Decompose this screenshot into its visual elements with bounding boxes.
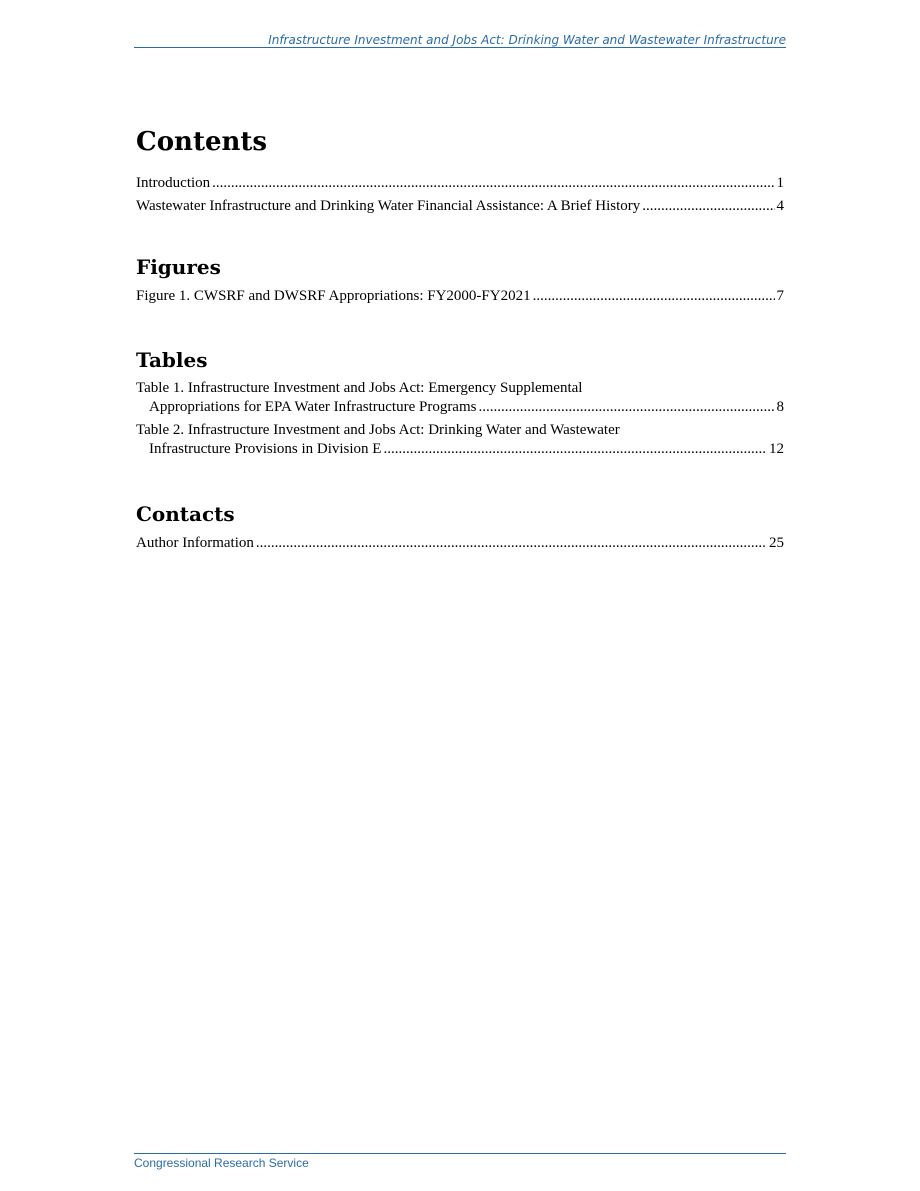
toc-entry-title-line[interactable]: Table 2. Infrastructure Investment and Jobs Act: Drinking Water and Wastewater: [136, 422, 620, 438]
contents-section: [136, 124, 784, 220]
toc-entry-title[interactable]: Author Information: [136, 535, 254, 551]
toc-page-number: 4: [776, 198, 784, 214]
dot-leader: [533, 287, 775, 306]
toc-entry-table-1[interactable]: [136, 379, 784, 417]
contacts-section: [136, 500, 784, 557]
dot-leader: [642, 197, 774, 216]
toc-entry-title-line[interactable]: Infrastructure Provisions in Division E: [149, 441, 382, 457]
contacts-list: [136, 534, 784, 553]
dot-leader: [383, 440, 767, 459]
figures-list: [136, 287, 784, 306]
page-title: Contents: [136, 127, 268, 157]
running-footer: [134, 1153, 786, 1171]
contents-list: [136, 174, 784, 216]
toc-page-number: 25: [769, 535, 784, 551]
figures-section: [136, 253, 784, 310]
running-header: [134, 33, 786, 48]
toc-entry-title[interactable]: Figure 1. CWSRF and DWSRF Appropriations: FY2000-FY2021: [136, 288, 531, 304]
toc-entry-title[interactable]: Introduction: [136, 175, 211, 191]
toc-entry-title-line[interactable]: Appropriations for EPA Water Infrastructure Programs: [149, 399, 477, 415]
toc-entry-title-line[interactable]: Table 1. Infrastructure Investment and Jobs Act: Emergency Supplemental: [136, 380, 583, 396]
tables-section: [136, 346, 784, 463]
dot-leader: [212, 174, 774, 193]
dot-leader: [256, 534, 767, 553]
toc-page-number: 1: [776, 175, 784, 191]
toc-page-number: 8: [776, 399, 784, 415]
toc-entry-author-information[interactable]: [136, 534, 784, 553]
toc-entry-brief-history[interactable]: [136, 197, 784, 216]
toc-entry-table-2[interactable]: [136, 421, 784, 459]
tables-list: [136, 379, 784, 459]
tables-heading: Tables: [136, 348, 208, 372]
contacts-heading: Contacts: [136, 502, 235, 526]
toc-page-number: 7: [776, 288, 784, 304]
running-header-title: Infrastructure Investment and Jobs Act: Drinking Water and Wastewater Infrastructure: [268, 33, 786, 47]
toc-entry-title[interactable]: Wastewater Infrastructure and Drinking Water Financial Assistance: A Brief History: [136, 198, 641, 214]
toc-entry-introduction[interactable]: [136, 174, 784, 193]
toc-page-number: 12: [769, 441, 784, 457]
figures-heading: Figures: [136, 255, 221, 279]
dot-leader: [478, 398, 774, 417]
footer-organization: Congressional Research Service: [134, 1156, 309, 1170]
toc-entry-figure-1[interactable]: [136, 287, 784, 306]
